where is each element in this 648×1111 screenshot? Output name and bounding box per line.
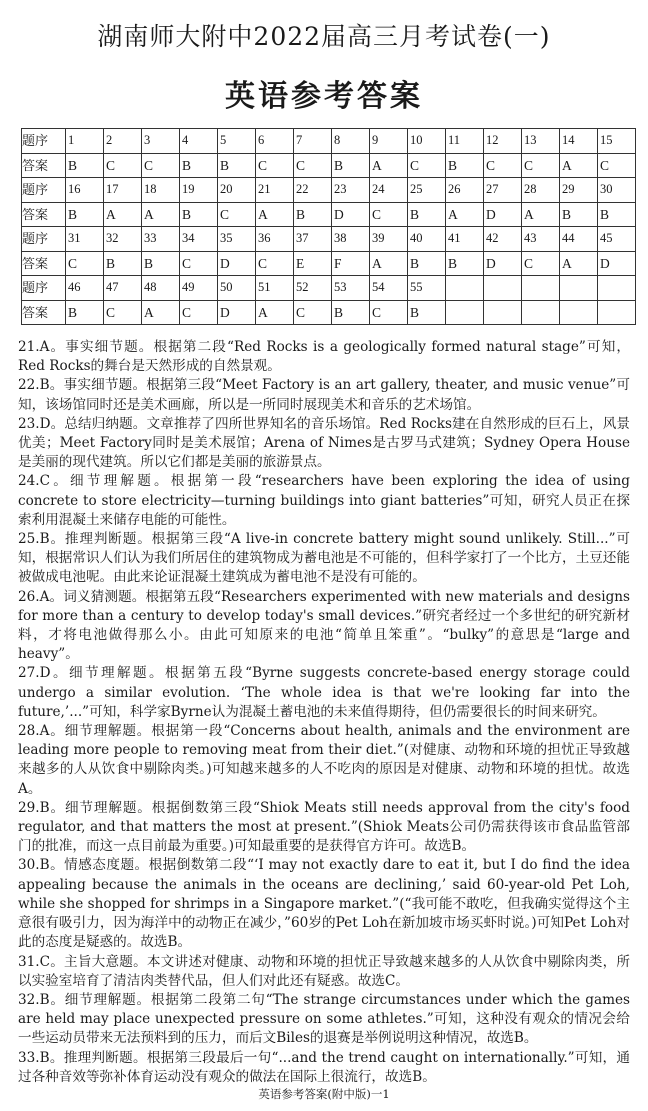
page-subtitle: 英语参考答案 bbox=[225, 79, 423, 114]
row-header: 题序 bbox=[22, 129, 66, 154]
answer-letter bbox=[484, 300, 522, 325]
answer-letter: A bbox=[142, 202, 180, 227]
answer-letter: C bbox=[522, 251, 560, 276]
question-number: 17 bbox=[104, 178, 142, 203]
table-answer-row bbox=[22, 251, 636, 276]
question-number: 49 bbox=[180, 276, 218, 301]
answer-letter: C bbox=[218, 202, 256, 227]
answer-letter: B bbox=[218, 153, 256, 178]
answer-letter: B bbox=[332, 153, 370, 178]
answer-letter: D bbox=[218, 251, 256, 276]
answer-letter: F bbox=[332, 251, 370, 276]
explanation-item: 26.A。词义猜测题。根据第五段“Researchers experimented with new materials and designs for more than a century to develop today's small devices.”研究者经过一个多世纪的研究新材料，才将电池做得那么小。由此可知原来的电池“简单且笨重”。“bulky”的意思是“large and heavy”。 bbox=[18, 588, 630, 663]
answer-letter bbox=[560, 300, 598, 325]
answer-letter: D bbox=[332, 202, 370, 227]
table-number-row bbox=[22, 178, 636, 203]
question-number bbox=[598, 276, 636, 301]
row-header: 答案 bbox=[22, 153, 66, 178]
question-number: 39 bbox=[370, 227, 408, 252]
page-footer: 英语参考答案(附中版)一1 bbox=[258, 1087, 390, 1101]
question-number: 44 bbox=[560, 227, 598, 252]
table-answer-row bbox=[22, 202, 636, 227]
answer-letter: A bbox=[560, 153, 598, 178]
table-answer-row bbox=[22, 300, 636, 325]
answer-letter: B bbox=[598, 202, 636, 227]
explanation-list bbox=[18, 338, 630, 1087]
answer-letter: A bbox=[256, 300, 294, 325]
table-number-row bbox=[22, 227, 636, 252]
answer-letter: B bbox=[560, 202, 598, 227]
row-header: 题序 bbox=[22, 178, 66, 203]
question-number: 43 bbox=[522, 227, 560, 252]
page-title: 湖南师大附中2022届高三月考试卷(一) bbox=[97, 22, 551, 51]
question-number: 40 bbox=[408, 227, 446, 252]
answer-letter: C bbox=[370, 300, 408, 325]
row-header: 答案 bbox=[22, 251, 66, 276]
question-number: 37 bbox=[294, 227, 332, 252]
answer-letter: A bbox=[560, 251, 598, 276]
question-number: 25 bbox=[408, 178, 446, 203]
question-number: 4 bbox=[180, 129, 218, 154]
question-number: 16 bbox=[66, 178, 104, 203]
table-number-row bbox=[22, 276, 636, 301]
answer-letter: B bbox=[446, 153, 484, 178]
question-number bbox=[560, 276, 598, 301]
question-number: 13 bbox=[522, 129, 560, 154]
explanation-item: 23.D。总结归纳题。文章推荐了四所世界知名的音乐场馆。Red Rocks建在自然形成的巨石上，风景优美；Meet Factory同时是美术展馆；Arena of Nimes是古罗马式建筑；Sydney Opera House是美丽的现代建筑。所以它们都是美丽的旅游景点。 bbox=[18, 415, 630, 471]
question-number: 21 bbox=[256, 178, 294, 203]
explanation-item: 31.C。主旨大意题。本文讲述对健康、动物和环境的担忧正导致越来越多的人从饮食中剔除肉类，所以实验室培育了清洁肉类替代品，但人们对此还有疑惑。故选C。 bbox=[18, 953, 630, 989]
answer-letter: A bbox=[256, 202, 294, 227]
answer-letter: C bbox=[484, 153, 522, 178]
answer-letter: B bbox=[142, 251, 180, 276]
question-number: 47 bbox=[104, 276, 142, 301]
question-number: 54 bbox=[370, 276, 408, 301]
row-header: 答案 bbox=[22, 202, 66, 227]
explanation-item: 27.D。细节理解题。根据第五段“Byrne suggests concrete-based energy storage could undergo a similar evolution. ‘The whole idea is that we're looking far into the future,’...”可知，科学家Byrne认为混凝土蓄电池的未来值得期待，但仍需要很长的时间来研究。 bbox=[18, 665, 630, 720]
answer-letter: A bbox=[522, 202, 560, 227]
answer-letter: A bbox=[370, 153, 408, 178]
answer-letter: C bbox=[66, 251, 104, 276]
question-number: 53 bbox=[332, 276, 370, 301]
answer-letter: A bbox=[104, 202, 142, 227]
answer-letter: C bbox=[598, 153, 636, 178]
question-number: 51 bbox=[256, 276, 294, 301]
question-number: 28 bbox=[522, 178, 560, 203]
table-answer-row bbox=[22, 153, 636, 178]
table-number-row bbox=[22, 129, 636, 154]
answer-letter: D bbox=[484, 251, 522, 276]
question-number: 46 bbox=[66, 276, 104, 301]
answer-letter bbox=[598, 300, 636, 325]
explanation-item: 29.B。细节理解题。根据倒数第三段“Shiok Meats still needs approval from the city's food regulator, and that matters the most at present.”(Shiok Meats公司仍需获得该市食品监管部门的批准，而这一点目前最为重要。)可知最重要的是获得官方许可。故选B。 bbox=[18, 799, 630, 855]
answer-letter: C bbox=[180, 300, 218, 325]
question-number: 32 bbox=[104, 227, 142, 252]
question-number: 18 bbox=[142, 178, 180, 203]
answer-letter: C bbox=[408, 153, 446, 178]
question-number: 26 bbox=[446, 178, 484, 203]
answer-letter: C bbox=[180, 251, 218, 276]
answer-letter: C bbox=[104, 153, 142, 178]
answer-letter: B bbox=[446, 251, 484, 276]
answer-table bbox=[21, 128, 636, 325]
answer-letter: B bbox=[180, 202, 218, 227]
question-number: 10 bbox=[408, 129, 446, 154]
explanation-item: 25.B。推理判断题。根据第三段“A live-in concrete battery might sound unlikely. Still...”可知，根据常识人们认为我们所居住的建筑物成为蓄电池是不可能的，但科学家打了一个比方，土豆还能被做成电池呢。由此来论证混凝土建筑成为蓄电池不是没有可能的。 bbox=[18, 531, 630, 586]
row-header: 答案 bbox=[22, 300, 66, 325]
answer-letter: B bbox=[104, 251, 142, 276]
question-number bbox=[484, 276, 522, 301]
answer-letter: B bbox=[294, 202, 332, 227]
answer-letter: A bbox=[370, 251, 408, 276]
row-header: 题序 bbox=[22, 227, 66, 252]
question-number: 14 bbox=[560, 129, 598, 154]
answer-letter: B bbox=[408, 251, 446, 276]
answer-letter: B bbox=[332, 300, 370, 325]
explanation-item: 32.B。细节理解题。根据第二段第二句“The strange circumstances under which the games are held may place unexpected pressure on some athletes.”可知，这种没有观众的情况会给一些运动员带来无法预料到的压力，而后文Biles的退赛是举例说明这种情况，故选B。 bbox=[18, 991, 630, 1047]
question-number: 29 bbox=[560, 178, 598, 203]
question-number: 30 bbox=[598, 178, 636, 203]
question-number bbox=[522, 276, 560, 301]
answer-letter: E bbox=[294, 251, 332, 276]
answer-letter: D bbox=[484, 202, 522, 227]
answer-letter: C bbox=[142, 153, 180, 178]
question-number: 12 bbox=[484, 129, 522, 154]
answer-letter: D bbox=[598, 251, 636, 276]
question-number: 34 bbox=[180, 227, 218, 252]
answer-letter: B bbox=[408, 300, 446, 325]
question-number bbox=[446, 276, 484, 301]
question-number: 52 bbox=[294, 276, 332, 301]
question-number: 55 bbox=[408, 276, 446, 301]
question-number: 6 bbox=[256, 129, 294, 154]
answer-letter: C bbox=[104, 300, 142, 325]
answer-letter: C bbox=[256, 251, 294, 276]
answer-letter bbox=[522, 300, 560, 325]
answer-letter bbox=[446, 300, 484, 325]
explanation-item: 24.C。细节理解题。根据第一段“researchers have been exploring the idea of using concrete to store electricity—turning buildings into giant batteries”可知，研究人员正在探索利用混凝土来储存电能的可能性。 bbox=[18, 473, 630, 528]
answer-letter: C bbox=[294, 300, 332, 325]
answer-letter: C bbox=[294, 153, 332, 178]
question-number: 36 bbox=[256, 227, 294, 252]
answer-letter: C bbox=[370, 202, 408, 227]
question-number: 27 bbox=[484, 178, 522, 203]
answer-letter: B bbox=[180, 153, 218, 178]
question-number: 2 bbox=[104, 129, 142, 154]
question-number: 35 bbox=[218, 227, 256, 252]
question-number: 9 bbox=[370, 129, 408, 154]
question-number: 19 bbox=[180, 178, 218, 203]
question-number: 50 bbox=[218, 276, 256, 301]
question-number: 11 bbox=[446, 129, 484, 154]
question-number: 31 bbox=[66, 227, 104, 252]
explanation-item: 28.A。细节理解题。根据第一段“Concerns about health, animals and the environment are leading more people to removing meat from their diet.”(对健康、动物和环境的担忧正导致越来越多的人从饮食中剔除肉类。)可知越来越多的人不吃肉的原因是对健康、动物和环境的担忧。故选A。 bbox=[18, 723, 630, 797]
question-number: 48 bbox=[142, 276, 180, 301]
question-number: 7 bbox=[294, 129, 332, 154]
answer-letter: C bbox=[522, 153, 560, 178]
question-number: 41 bbox=[446, 227, 484, 252]
answer-letter: B bbox=[66, 300, 104, 325]
question-number: 8 bbox=[332, 129, 370, 154]
question-number: 20 bbox=[218, 178, 256, 203]
question-number: 1 bbox=[66, 129, 104, 154]
answer-letter: D bbox=[218, 300, 256, 325]
question-number: 33 bbox=[142, 227, 180, 252]
answer-letter: A bbox=[446, 202, 484, 227]
answer-letter: C bbox=[256, 153, 294, 178]
answer-letter: B bbox=[66, 202, 104, 227]
question-number: 3 bbox=[142, 129, 180, 154]
question-number: 15 bbox=[598, 129, 636, 154]
explanation-item: 21.A。事实细节题。根据第二段“Red Rocks is a geologically formed natural stage”可知，Red Rocks的舞台是天然形成的自然景观。 bbox=[18, 339, 630, 375]
question-number: 22 bbox=[294, 178, 332, 203]
answer-letter: B bbox=[66, 153, 104, 178]
answer-letter: A bbox=[142, 300, 180, 325]
explanation-item: 22.B。事实细节题。根据第三段“Meet Factory is an art gallery, theater, and music venue”可知，该场馆同时还是美术画廊，所以是一所同时展现美术和音乐的艺术场馆。 bbox=[18, 377, 630, 413]
row-header: 题序 bbox=[22, 276, 66, 301]
explanation-item: 33.B。推理判断题。根据第三段最后一句“...and the trend caught on internationally.”可知，通过各种音效等弥补体育运动没有观众的做法在国际上很流行，故选B。 bbox=[18, 1049, 630, 1085]
explanation-item: 30.B。情感态度题。根据倒数第二段“‘I may not exactly dare to eat it, but I do find the idea appealing because the animals in the oceans are declining,’ said 60-year-old Pet Loh, while she shopped for shrimps in a Singapore market.”(“我可能不敢吃，但我确实觉得这个主意很有吸引力，因为海洋中的动物正在减少，”60岁的Pet Loh在新加坡市场买虾时说。)可知Pet Loh对此的态度是疑惑的。故选B。 bbox=[18, 857, 630, 951]
question-number: 23 bbox=[332, 178, 370, 203]
question-number: 42 bbox=[484, 227, 522, 252]
question-number: 45 bbox=[598, 227, 636, 252]
question-number: 5 bbox=[218, 129, 256, 154]
question-number: 38 bbox=[332, 227, 370, 252]
question-number: 24 bbox=[370, 178, 408, 203]
answer-letter: B bbox=[408, 202, 446, 227]
